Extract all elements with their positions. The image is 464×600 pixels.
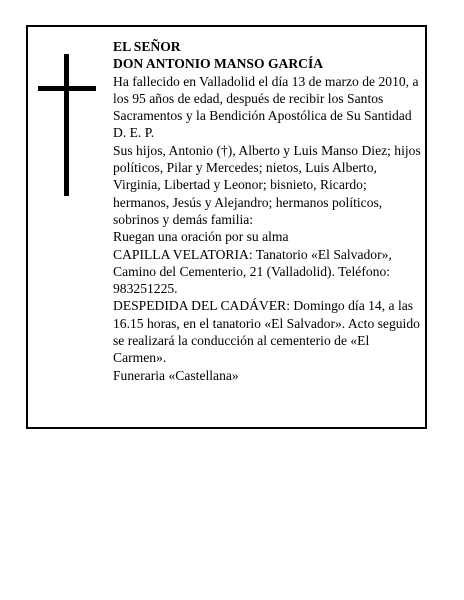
deceased-name: DON ANTONIO MANSO GARCÍA xyxy=(113,56,324,72)
cross-icon xyxy=(38,54,96,196)
cross-horizontal-bar xyxy=(38,86,96,91)
chapel-info: CAPILLA VELATORIA: Tanatorio «El Salvador», Camino del Cementerio, 21 (Valladolid). Teléfono: 983251225. xyxy=(113,246,392,297)
family-list: Sus hijos, Antonio (†), Alberto y Luis Manso Diez; hijos políticos, Pilar y Mercedes; nietos, Luis Alberto, Virginia, Libertad y Leonor; bisnieto, Ricardo; hermanos, Jesús y Alejandro; hermanos políticos, sobrinos y demás familia: xyxy=(113,142,421,227)
notice-title: EL SEÑOR xyxy=(113,39,181,54)
dep-abbreviation: D. E. P. xyxy=(113,125,155,141)
notice-body xyxy=(113,38,423,384)
prayer-request: Ruegan una oración por su alma xyxy=(113,229,289,245)
funeral-home: Funeraria «Castellana» xyxy=(113,367,239,383)
cross-vertical-bar xyxy=(64,54,69,196)
farewell-info: DESPEDIDA DEL CADÁVER: Domingo día 14, a las 16.15 horas, en el tanatorio «El Salvador». Acto seguido se realizará la conducción al cementerio de «El Carmen». xyxy=(113,298,420,366)
death-info: Ha fallecido en Valladolid el día 13 de marzo de 2010, a los 95 años de edad, después de recibir los Santos Sacramentos y la Bendición Apostólica de Su Santidad xyxy=(113,73,419,124)
